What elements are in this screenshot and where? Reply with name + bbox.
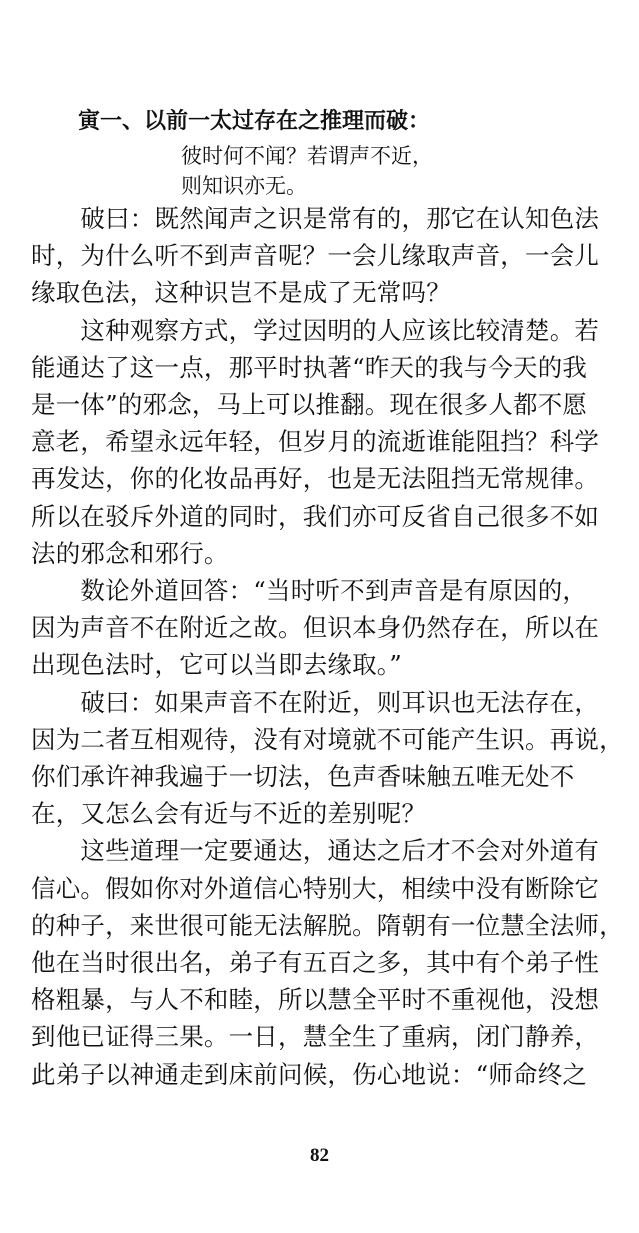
body-line: 出现色法时，它可以当即去缘取。” — [31, 650, 402, 680]
body-line: 到他已证得三果。一日，慧全生了重病，闭门静养， — [31, 1022, 600, 1052]
body-line: 格粗暴，与人不和睦，所以慧全平时不重视他，没想 — [31, 985, 600, 1015]
body-line: 能通达了这一点，那平时执著“昨天的我与今天的我 — [31, 352, 588, 382]
body-line: 是一体”的邪念，马上可以推翻。现在很多人都不愿 — [31, 390, 588, 419]
verse-line: 彼时何不闻？若谓声不近， — [181, 144, 433, 168]
body-line: 他在当时很出名，弟子有五百之多，其中有个弟子性 — [31, 948, 600, 977]
body-line: 你们承许神我遍于一切法，色声香味触五唯无处不 — [31, 762, 575, 791]
page-number: 82 — [310, 1145, 329, 1166]
body-line: 再发达，你的化妆品再好，也是无法阻挡无常规律。 — [31, 464, 600, 494]
body-line: 所以在驳斥外道的同时，我们亦可反省自己很多不如 — [31, 501, 600, 531]
verse-line: 则知识亦无。 — [181, 174, 307, 198]
body-line: 因为二者互相观待，没有对境就不可能产生识。再说， — [31, 724, 624, 754]
section-heading: 寅一、以前一太过存在之推理而破： — [78, 109, 431, 134]
body-line: 缘取色法，这种识岂不是成了无常吗？ — [31, 278, 451, 308]
body-line: 的种子，来世很可能无法解脱。隋朝有一位慧全法师， — [31, 910, 624, 940]
body-line: 数论外道回答：“当时听不到声音是有原因的， — [31, 576, 588, 605]
body-line: 意老，希望永远年轻，但岁月的流逝谁能阻挡？科学 — [31, 427, 600, 457]
body-line: 破曰：如果声音不在附近，则耳识也无法存在， — [31, 687, 600, 717]
body-line: 这种观察方式，学过因明的人应该比较清楚。若 — [31, 315, 600, 345]
body-line: 时，为什么听不到声音呢？一会儿缘取声音，一会儿 — [31, 241, 600, 271]
body-line: 此弟子以神通走到床前问候，伤心地说：“师命终之 — [31, 1059, 588, 1089]
body-line: 在，又怎么会有近与不近的差别呢？ — [31, 799, 427, 829]
body-line: 信心。假如你对外道信心特别大，相续中没有断除它 — [31, 873, 600, 903]
body-line: 法的邪念和邪行。 — [31, 538, 229, 568]
body-line: 破曰：既然闻声之识是常有的，那它在认知色法 — [31, 204, 600, 233]
body-line: 这些道理一定要通达，通达之后才不会对外道有 — [31, 836, 600, 866]
body-line: 因为声音不在附近之故。但识本身仍然存在，所以在 — [31, 613, 600, 643]
